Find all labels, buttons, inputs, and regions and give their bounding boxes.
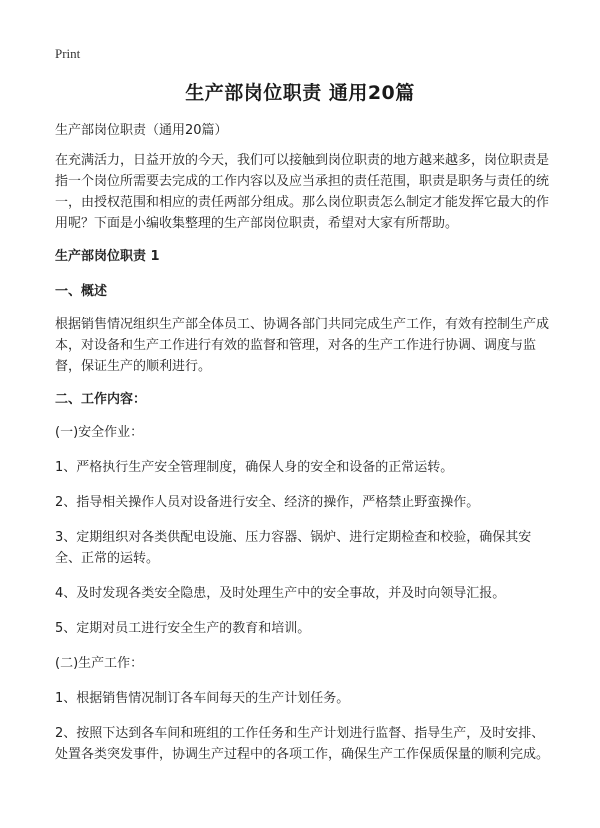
- overview-heading: 一、概述: [55, 284, 108, 299]
- intro-paragraph: 在充满活力，日益开放的今天，我们可以接触到岗位职责的地方越来越多，岗位职责是指一个岗位所需要去完成的工作内容以及应当承担的责任范围，职责是职务与责任的统一，由授权范围和相应的责任两部分组成。那么岗位职责怎么制定才能发挥它最大的作用呢？下面是小编收集整理的生产部岗位职责，希望对大家有所帮助。: [55, 153, 550, 231]
- production-subheading: (二)生产工作：: [55, 656, 144, 671]
- list-item: 5、定期对员工进行安全生产的教育和培训。: [55, 621, 311, 636]
- section-heading: 生产部岗位职责 1: [55, 249, 160, 264]
- list-item: 3、定期组织对各类供配电设施、压力容器、锅炉、进行定期检查和校验，确保其安全、正常的运转。: [55, 530, 532, 566]
- overview-paragraph: 根据销售情况组织生产部全体员工、协调各部门共同完成生产工作，有效有控制生产成本，对设备和生产工作进行有效的监督和管理，对各的生产工作进行协调、调度与监督，保证生产的顺利进行。: [55, 317, 550, 374]
- print-label: Print: [55, 46, 81, 61]
- list-item: 1、根据销售情况制订各车间每天的生产计划任务。: [55, 691, 350, 706]
- list-item: 2、按照下达到各车间和班组的工作任务和生产计划进行监督、指导生产，及时安排、处置各类突发事件，协调生产过程中的各项工作，确保生产工作保质保量的顺利完成。: [55, 726, 550, 762]
- document-body: [55, 120, 550, 779]
- list-item: 2、指导相关操作人员对设备进行安全、经济的操作，严格禁止野蛮操作。: [55, 495, 480, 510]
- document-title: 生产部岗位职责 通用20篇: [185, 82, 415, 104]
- safety-subheading: (一)安全作业：: [55, 425, 144, 440]
- list-item: 1、严格执行生产安全管理制度，确保人身的安全和设备的正常运转。: [55, 460, 454, 475]
- document-subtitle: 生产部岗位职责（通用20篇）: [55, 123, 228, 138]
- work-content-heading: 二、工作内容：: [55, 392, 147, 407]
- list-item: 4、及时发现各类安全隐患，及时处理生产中的安全事故，并及时向领导汇报。: [55, 586, 506, 601]
